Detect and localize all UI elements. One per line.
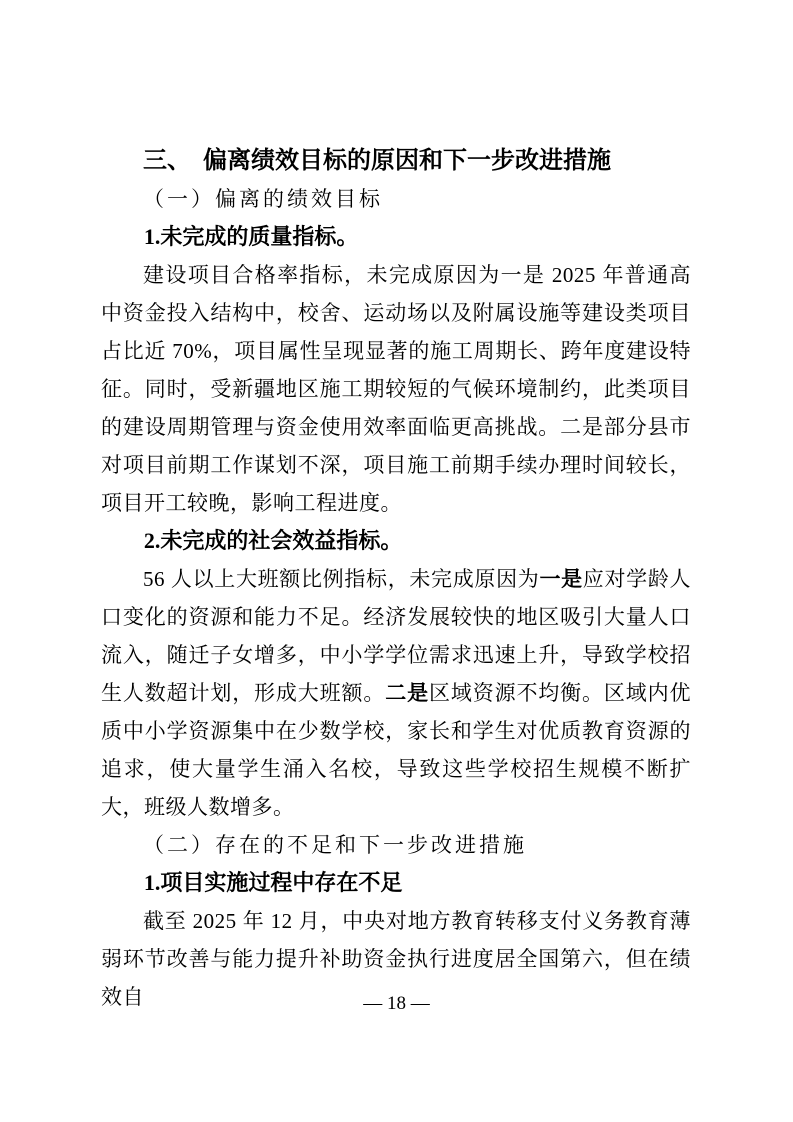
paragraph-social-bold-second-reason: 二是 [385, 681, 429, 705]
page-number [0, 991, 793, 1017]
point-heading-implementation-shortcomings: 1.项目实施过程中存在不足 [143, 870, 403, 895]
paragraph-social-benefit-indicator [101, 560, 691, 826]
point-heading-social-benefit-indicator: 2.未完成的社会效益指标。 [143, 528, 403, 553]
paragraph-social-bold-first-reason: 一是 [539, 567, 583, 591]
section-heading: 三、 偏离绩效目标的原因和下一步改进措施 [143, 147, 611, 174]
page-number-label: — 18 — [363, 993, 430, 1014]
paragraph-implementation-shortcomings: 截至 2025 年 12 月，中央对地方教育转移支付义务教育薄弱环节改善与能力提升补助资金执行进度居全国第六，但在绩效自 [101, 909, 691, 1009]
subsection-heading-deviated-targets: （一）偏离的绩效目标 [143, 187, 383, 211]
paragraph-social-segment-1: 56 人以上大班额比例指标，未完成原因为 [143, 567, 540, 591]
subsection-heading-shortcomings-and-improvements: （二）存在的不足和下一步改进措施 [143, 833, 527, 857]
point-heading-quality-indicator: 1.未完成的质量指标。 [143, 224, 359, 249]
page-content [101, 142, 691, 1016]
paragraph-social-segment-3: 区域资源不均衡。区域内优质中小学资源集中在少数学校，家长和学生对优质教育资源的追求，使大量学生涌入名校，导致这些学校招生规模不断扩大，班级人数增多。 [101, 681, 692, 819]
paragraph-quality-indicator: 建设项目合格率指标，未完成原因为一是 2025 年普通高中资金投入结构中，校舍、运动场以及附属设施等建设类项目占比近 70%，项目属性呈现显著的施工周期长、跨年度建设特征。同时，受新疆地区施工期较短的气候环境制约，此类项目的建设周期管理与资金使用效率面临更高挑战。二是部分县市对项目前期工作谋划不深，项目施工前期手续办理时间较长，项目开工较晚，影响工程进度。 [101, 263, 691, 515]
paragraph-social-segment-2: 应对学龄人口变化的资源和能力不足。经济发展较快的地区吸引大量人口流入，随迁子女增多，中小学学位需求迅速上升，导致学校招生人数超计划，形成大班额。 [101, 567, 692, 705]
